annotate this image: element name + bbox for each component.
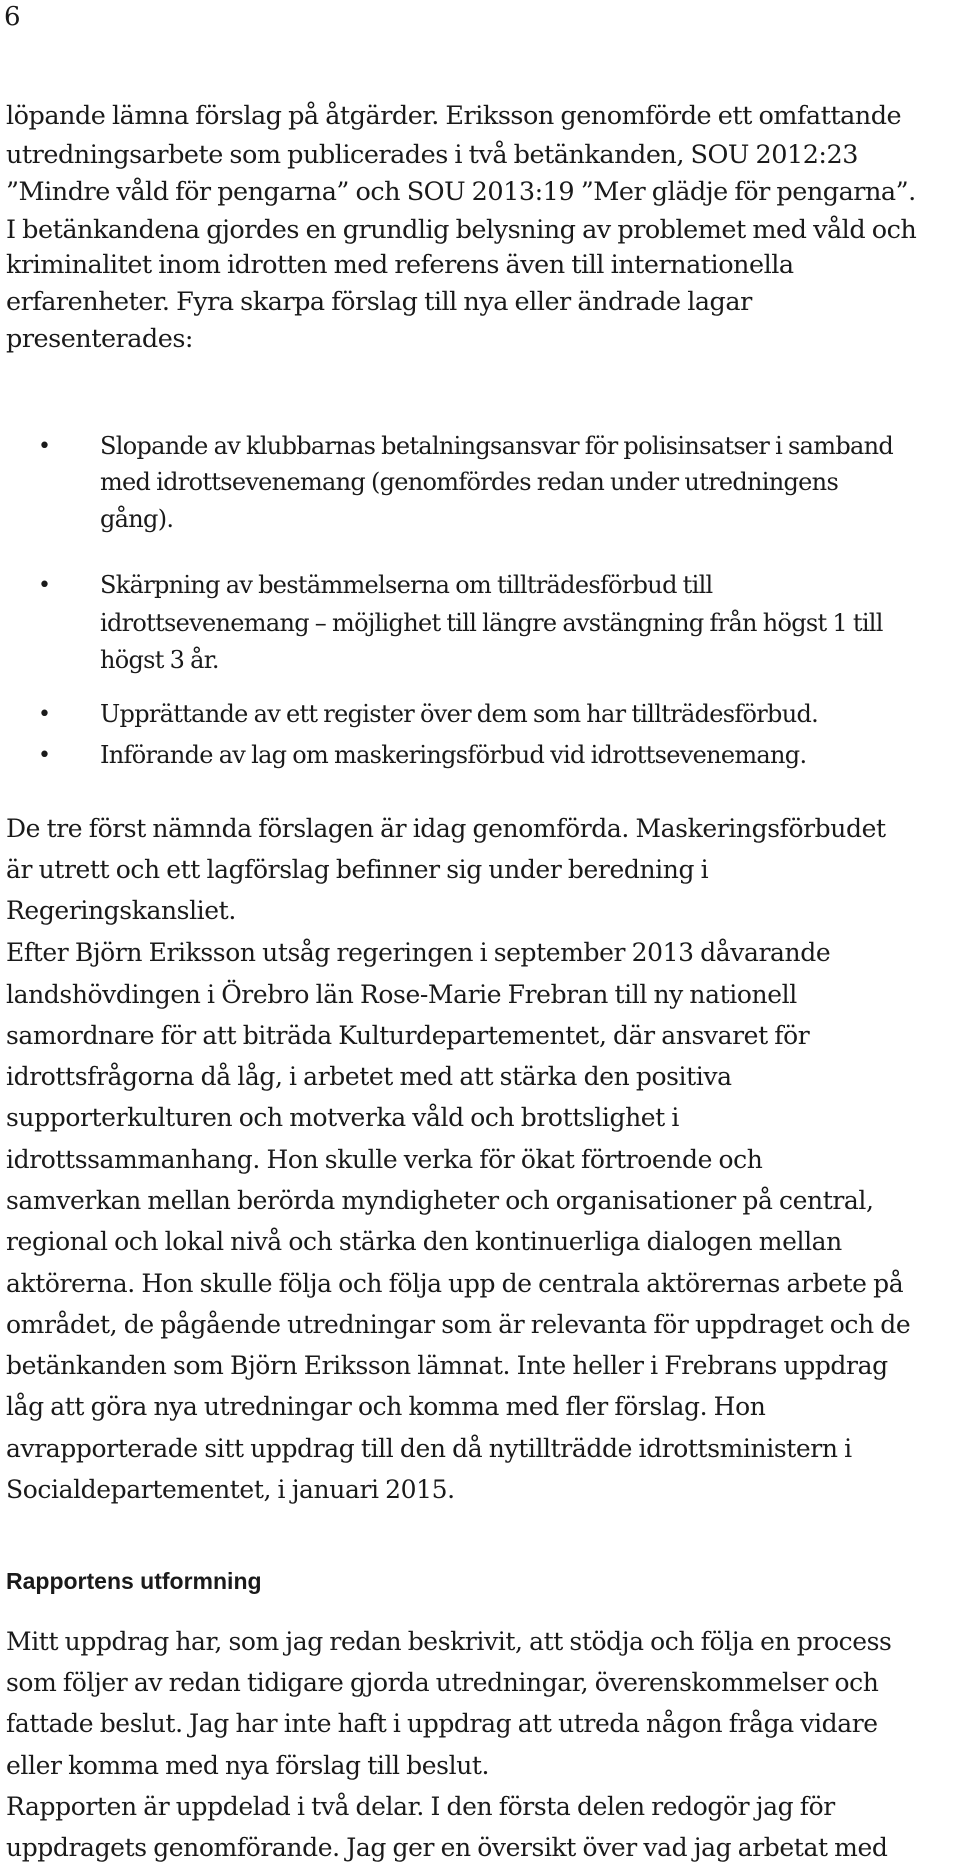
text-line: Efter Björn Eriksson utsåg regeringen i september 2013 dåvarande — [6, 938, 831, 967]
text-line: betänkanden som Björn Eriksson lämnat. Inte heller i Frebrans uppdrag — [6, 1351, 888, 1380]
text-line: kriminalitet inom idrotten med referens även till internationella — [6, 250, 794, 280]
text-line: presenterades: — [6, 324, 194, 354]
page-number: 6 — [4, 2, 21, 32]
text-line: utredningsarbete som publicerades i två betänkanden, SOU 2012:23 — [6, 140, 858, 170]
text-line: landshövdingen i Örebro län Rose-Marie Frebran till ny nationell — [6, 980, 797, 1009]
text-line: Rapporten är uppdelad i två delar. I den första delen redogör jag för — [6, 1792, 835, 1821]
section-heading: Rapportens utformning — [6, 1568, 262, 1594]
text-line: Mitt uppdrag har, som jag redan beskrivit, att stödja och följa en process — [6, 1627, 892, 1656]
text-line: ”Mindre våld för pengarna” och SOU 2013:19 ”Mer glädje för pengarna”. — [6, 177, 916, 207]
text-line: gång). — [100, 505, 174, 533]
text-line: är utrett och ett lagförslag befinner sig under beredning i — [6, 855, 709, 884]
text-line: området, de pågående utredningar som är relevanta för uppdraget och de — [6, 1310, 911, 1339]
text-line: Slopande av klubbarnas betalningsansvar för polisinsatser i samband — [100, 432, 894, 460]
text-line: supporterkulturen och motverka våld och brottslighet i — [6, 1103, 679, 1132]
text-line: Skärpning av bestämmelserna om tillträdesförbud till — [100, 571, 713, 599]
text-line: eller komma med nya förslag till beslut. — [6, 1751, 490, 1780]
text-line: erfarenheter. Fyra skarpa förslag till nya eller ändrade lagar — [6, 287, 752, 317]
text-line: samverkan mellan berörda myndigheter och organisationer på central, — [6, 1186, 874, 1215]
text-line: aktörerna. Hon skulle följa och följa upp de centrala aktörernas arbete på — [6, 1269, 904, 1298]
text-line: regional och lokal nivå och stärka den kontinuerliga dialogen mellan — [6, 1227, 842, 1256]
text-line: samordnare för att biträda Kulturdepartementet, där ansvaret för — [6, 1021, 810, 1050]
text-line: som följer av redan tidigare gjorda utredningar, överenskommelser och — [6, 1668, 879, 1697]
text-line: idrottsfrågorna då låg, i arbetet med att stärka den positiva — [6, 1062, 732, 1091]
text-line: låg att göra nya utredningar och komma med fler förslag. Hon — [6, 1392, 766, 1421]
text-line: med idrottsevenemang (genomfördes redan under utredningens — [100, 468, 839, 496]
bullet-icon: • — [38, 743, 51, 768]
text-line: I betänkandena gjordes en grundlig belysning av problemet med våld och — [6, 215, 917, 245]
text-line: löpande lämna förslag på åtgärder. Eriksson genomförde ett omfattande — [6, 101, 902, 131]
bullet-icon: • — [38, 434, 51, 459]
text-line: Regeringskansliet. — [6, 896, 236, 925]
text-line: De tre först nämnda förslagen är idag genomförda. Maskeringsförbudet — [6, 814, 886, 843]
text-line: Socialdepartementet, i januari 2015. — [6, 1475, 455, 1504]
text-line: högst 3 år. — [100, 646, 219, 674]
text-line: idrottssammanhang. Hon skulle verka för ökat förtroende och — [6, 1145, 763, 1174]
text-line: fattade beslut. Jag har inte haft i uppdrag att utreda någon fråga vidare — [6, 1709, 878, 1738]
text-line: Upprättande av ett register över dem som har tillträdesförbud. — [100, 700, 819, 728]
text-line: avrapporterade sitt uppdrag till den då nytillträdde idrottsministern i — [6, 1434, 852, 1463]
text-line: idrottsevenemang – möjlighet till längre avstängning från högst 1 till — [100, 609, 883, 637]
text-line: Införande av lag om maskeringsförbud vid idrottsevenemang. — [100, 741, 807, 769]
bullet-icon: • — [38, 702, 51, 727]
text-line: uppdragets genomförande. Jag ger en översikt över vad jag arbetat med — [6, 1833, 888, 1862]
bullet-icon: • — [38, 573, 51, 598]
